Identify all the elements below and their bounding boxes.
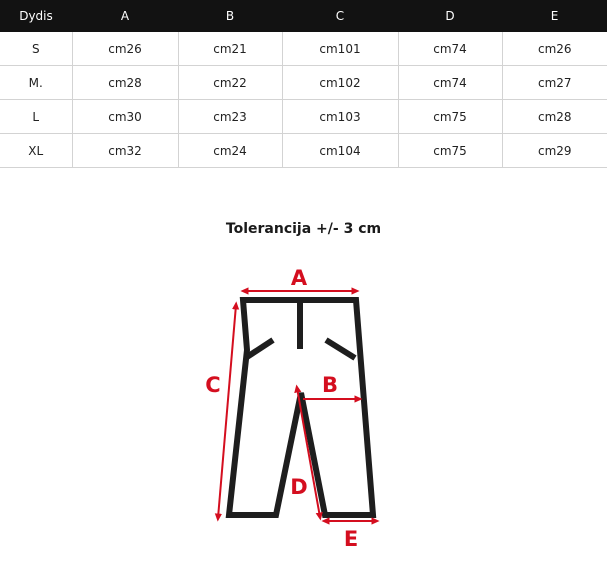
tolerance-note: Tolerancija +/- 3 cm [225,221,382,237]
measure-cell: cm22 [178,66,282,100]
header-dydis: Dydis [0,0,72,32]
measure-cell: cm26 [502,32,607,66]
label-b: B [321,373,339,397]
measure-cell: cm75 [398,100,502,134]
size-cell: M. [0,66,72,100]
measure-cell: cm27 [502,66,607,100]
measure-cell: cm26 [72,32,178,66]
measure-cell: cm28 [502,100,607,134]
measure-cell: cm29 [502,134,607,168]
label-e: E [343,527,359,551]
measure-cell: cm23 [178,100,282,134]
header-e: E [502,0,607,32]
measure-cell: cm74 [398,32,502,66]
measure-cell: cm32 [72,134,178,168]
measure-cell: cm75 [398,134,502,168]
size-cell: XL [0,134,72,168]
header-b: B [178,0,282,32]
measure-cell: cm102 [282,66,398,100]
measure-cell: cm104 [282,134,398,168]
label-a: A [290,266,308,290]
right-pocket [326,340,355,358]
measure-cell: cm103 [282,100,398,134]
measure-cell: cm74 [398,66,502,100]
label-c: C [205,373,221,397]
measure-cell: cm21 [178,32,282,66]
measure-cell: cm30 [72,100,178,134]
measure-cell: cm101 [282,32,398,66]
size-cell: S [0,32,72,66]
size-cell: L [0,100,72,134]
measure-cell: cm28 [72,66,178,100]
header-d: D [398,0,502,32]
header-c: C [282,0,398,32]
header-a: A [72,0,178,32]
label-d: D [290,475,308,499]
left-pocket [247,340,273,357]
measure-cell: cm24 [178,134,282,168]
